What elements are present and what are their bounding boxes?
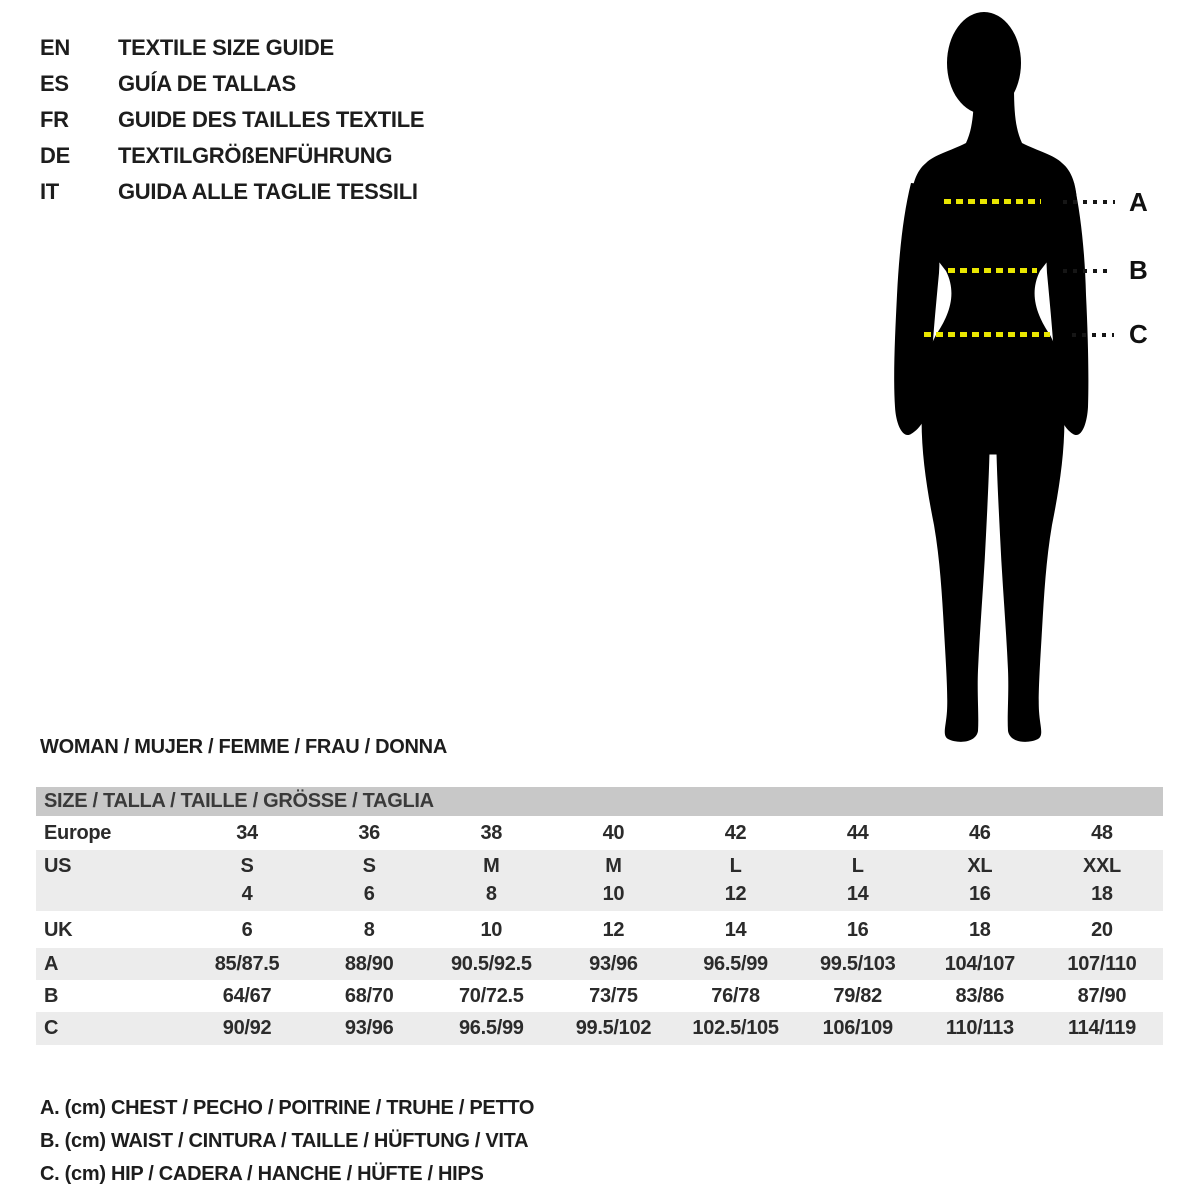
size-table-cell: 34 <box>236 822 258 844</box>
size-table-row-label <box>36 880 186 911</box>
language-row <box>40 30 424 66</box>
woman-silhouette-figure <box>878 5 1108 745</box>
size-table-cell: M <box>605 855 622 877</box>
size-table-cell: 16 <box>846 919 869 941</box>
size-table-cell: 73/75 <box>589 985 638 1007</box>
size-table-cell: 64/67 <box>222 985 272 1007</box>
size-table-cell: 48 <box>1091 822 1113 844</box>
size-table-cell: 93/96 <box>589 953 638 975</box>
hip-leader-line <box>1072 333 1114 337</box>
size-table-cell: 10 <box>480 919 503 941</box>
size-table-cell: 8 <box>485 883 497 905</box>
gender-heading: WOMAN / MUJER / FEMME / FRAU / DONNA <box>40 736 447 758</box>
language-code: IT <box>40 179 59 204</box>
size-table-cell: 104/107 <box>944 953 1015 975</box>
size-table-cell: 110/113 <box>945 1017 1014 1039</box>
waist-marker-label: B <box>1129 255 1148 285</box>
size-table-row <box>36 980 1163 1012</box>
size-table-cell: 42 <box>724 822 747 844</box>
hip-marker-label: C <box>1129 319 1148 349</box>
size-table-cell: S <box>240 855 254 877</box>
size-table-cell: 14 <box>724 919 747 941</box>
size-table-cell: 36 <box>358 822 381 844</box>
size-table-cell: 12 <box>602 919 625 941</box>
size-table-cell: 20 <box>1091 919 1113 941</box>
size-table-cell: 106/109 <box>822 1017 893 1039</box>
waist-measure-line <box>948 268 1037 273</box>
language-code: FR <box>40 107 69 132</box>
size-table-cell: 8 <box>363 919 375 941</box>
chest-measure-line <box>944 199 1041 204</box>
size-table-cell: 46 <box>968 822 991 844</box>
size-table-row <box>36 948 1163 980</box>
size-table-cell: 4 <box>241 883 253 905</box>
size-table-cell: 6 <box>363 883 375 905</box>
size-table-cell: XL <box>967 855 993 877</box>
size-table-cell: 87/90 <box>1077 985 1127 1007</box>
size-table-cell: 76/78 <box>711 985 760 1007</box>
guide-title: GUÍA DE TALLAS <box>118 71 296 96</box>
size-table-cell: 6 <box>241 919 253 941</box>
language-title-list <box>40 30 424 210</box>
language-code: EN <box>40 35 70 60</box>
language-code: ES <box>40 71 69 96</box>
size-table-row-label: US <box>44 855 72 877</box>
size-table-cell: M <box>483 855 500 877</box>
size-table-row <box>36 850 1163 880</box>
legend-line: C. (cm) HIP / CADERA / HANCHE / HÜFTE / HIPS <box>40 1163 484 1185</box>
size-table-row <box>36 880 1163 911</box>
size-table-cell: 90.5/92.5 <box>450 953 532 975</box>
chest-leader-line <box>1063 200 1115 204</box>
size-table-row-label: Europe <box>44 822 112 844</box>
size-table-cell: L <box>851 855 864 877</box>
size-table-cell: 85/87.5 <box>214 953 280 975</box>
size-table-row <box>36 1012 1163 1045</box>
legend-line: A. (cm) CHEST / PECHO / POITRINE / TRUHE / PETTO <box>40 1097 535 1119</box>
size-table-cell: 107/110 <box>1067 953 1137 975</box>
size-table-cell: 38 <box>480 822 503 844</box>
woman-silhouette <box>878 5 1108 745</box>
size-table-cell: 88/90 <box>344 953 394 975</box>
waist-leader-line <box>1063 269 1113 273</box>
size-table-cell: 44 <box>846 822 869 844</box>
size-table-cell: 40 <box>602 822 625 844</box>
size-table-cell: 79/82 <box>833 985 882 1007</box>
legend-line: B. (cm) WAIST / CINTURA / TAILLE / HÜFTUNG / VITA <box>40 1130 529 1152</box>
hip-measure-line <box>924 332 1050 337</box>
size-table-cell: 90/92 <box>222 1017 272 1039</box>
silhouette-left-leg <box>922 405 990 742</box>
silhouette-right-leg <box>996 405 1064 742</box>
size-table-cell: L <box>729 855 742 877</box>
guide-title: TEXTILGRÖßENFÜHRUNG <box>118 143 393 168</box>
size-table-cell: 18 <box>968 919 991 941</box>
size-table-cell: 18 <box>1091 883 1113 905</box>
language-row <box>40 138 424 174</box>
size-table-cell: 99.5/102 <box>575 1017 652 1039</box>
size-table-row-label: B <box>44 985 59 1007</box>
size-table-cell: 14 <box>846 883 869 905</box>
size-table-header: SIZE / TALLA / TAILLE / GRÖSSE / TAGLIA <box>36 787 1163 816</box>
size-table-row-label: A <box>44 953 59 975</box>
size-table-cell: XXL <box>1082 855 1121 877</box>
size-table-cell: 102.5/105 <box>692 1017 779 1039</box>
guide-title: GUIDA ALLE TAGLIE TESSILI <box>118 179 418 204</box>
size-table-cell: 96.5/99 <box>458 1017 524 1039</box>
chest-marker-label: A <box>1129 187 1148 217</box>
language-code: DE <box>40 143 70 168</box>
size-table-row <box>36 911 1163 948</box>
language-row <box>40 102 424 138</box>
size-table-cell: 12 <box>724 883 747 905</box>
size-table-row <box>36 816 1163 850</box>
size-table-cell: 93/96 <box>344 1017 394 1039</box>
size-table-cell: 96.5/99 <box>703 953 768 975</box>
measurement-legend <box>40 1092 534 1191</box>
guide-title: GUIDE DES TAILLES TEXTILE <box>118 107 425 132</box>
size-table-row-label: C <box>44 1017 59 1039</box>
size-table-row-label: UK <box>44 919 73 941</box>
size-table-cell: 10 <box>602 883 625 905</box>
size-table-cell: 83/86 <box>955 985 1005 1007</box>
size-table-cell: 68/70 <box>344 985 394 1007</box>
size-table-cell: S <box>362 855 376 877</box>
size-table <box>36 787 1163 1045</box>
guide-title: TEXTILE SIZE GUIDE <box>118 35 334 60</box>
size-table-cell: 16 <box>968 883 991 905</box>
size-table-cell: 70/72.5 <box>458 985 524 1007</box>
size-table-cell: 99.5/103 <box>819 953 896 975</box>
language-row <box>40 66 424 102</box>
language-row <box>40 174 424 210</box>
size-table-cell: 114/119 <box>1067 1017 1136 1039</box>
